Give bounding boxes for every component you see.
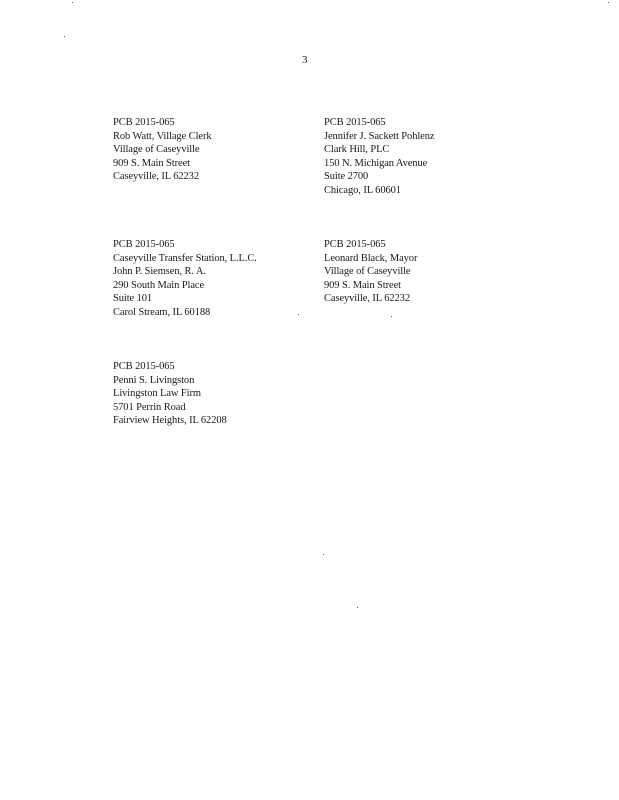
recipient-name: Jennifer J. Sackett Pohlenz [324,130,435,142]
street-address: 909 S. Main Street [113,157,190,169]
case-number: PCB 2015-065 [324,117,386,128]
city-state-zip: Caseyville, IL 62232 [113,171,199,182]
scan-speck [391,316,392,317]
organization: Village of Caseyville [324,266,411,277]
scan-speck [72,2,73,3]
scan-speck [357,607,358,608]
organization: Clark Hill, PLC [324,144,390,155]
service-address-block [113,238,257,319]
city-state-zip: Carol Stream, IL 60188 [113,306,211,318]
recipient-name: Leonard Black, Mayor [324,252,418,264]
service-address-block [113,360,227,428]
street-address: 150 N. Michigan Avenue [324,157,428,169]
case-number: PCB 2015-065 [113,117,175,128]
street-address: 290 South Main Place [113,279,205,291]
scan-speck [323,554,324,555]
city-state-zip: Fairview Heights, IL 62208 [113,415,227,426]
case-number: PCB 2015-065 [113,361,175,372]
organization: Livingston Law Firm [113,388,201,399]
service-address-block [113,116,212,184]
city-state-zip: Caseyville, IL 62232 [324,293,410,304]
case-number: PCB 2015-065 [113,239,175,250]
suite: Suite 2700 [324,171,369,182]
street-address: 909 S. Main Street [324,279,401,291]
scan-speck [608,2,609,3]
scan-speck [298,314,299,315]
recipient-name: Penni S. Livingston [113,374,195,386]
organization: Caseyville Transfer Station, L.L.C. [113,252,257,264]
street-address: 5701 Perrin Road [113,401,186,413]
organization: Village of Caseyville [113,144,200,155]
recipient-name: Rob Watt, Village Clerk [113,130,212,142]
case-number: PCB 2015-065 [324,239,386,250]
city-state-zip: Chicago, IL 60601 [324,184,401,196]
service-address-block [324,238,417,306]
page-number: 3 [302,54,308,66]
service-address-block [324,116,434,197]
recipient-name: John P. Siemsen, R. A. [113,266,206,277]
scan-speck [64,36,65,37]
suite: Suite 101 [113,293,153,304]
